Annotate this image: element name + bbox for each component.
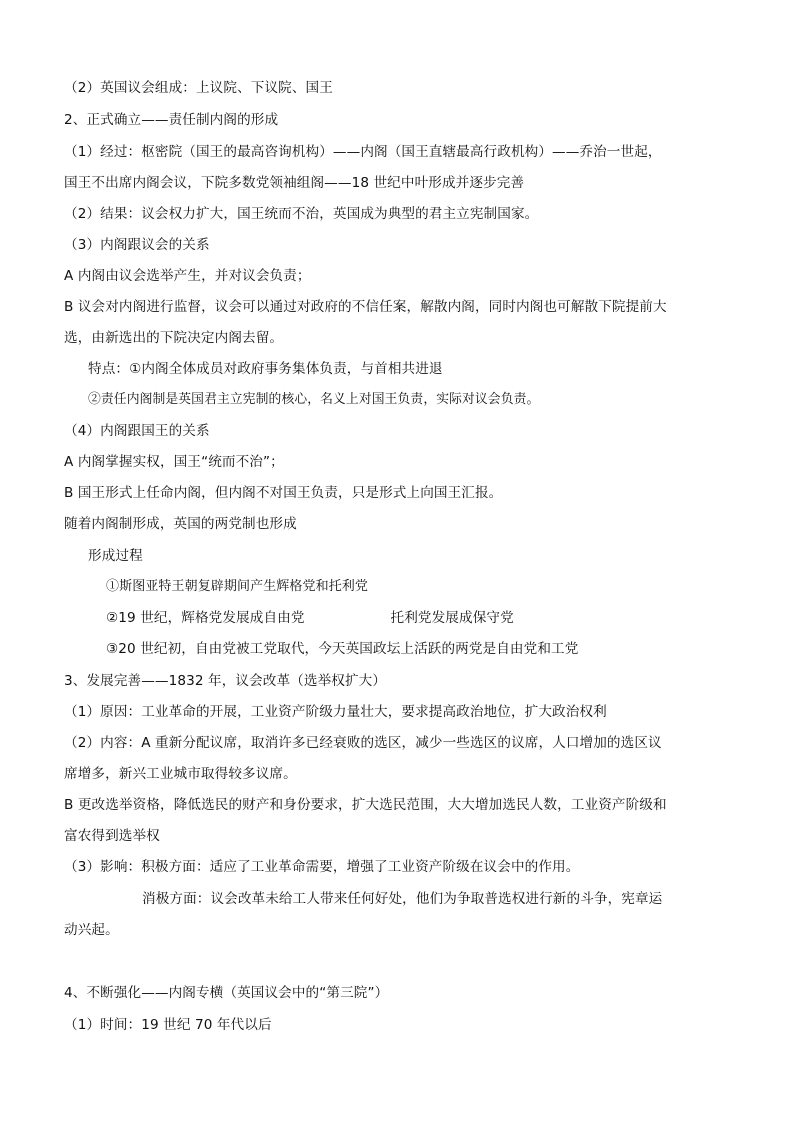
heading-cabinet-dominance: 4、不断强化——内阁专横（英国议会中的“第三院”） — [64, 985, 389, 1001]
line-reform-content-a: （2）内容：A 重新分配议席，取消许多已经衰败的选区，减少一些选区的议席，人口增加的选区议 — [64, 735, 662, 751]
whig-to-liberal: ②19 世纪，辉格党发展成自由党 — [106, 610, 305, 626]
line-two-party-intro: 随着内阁制形成，英国的两党制也形成 — [64, 516, 297, 532]
line-reform-impact-positive: （3）影响：积极方面：适应了工业革命需要，增强了工业资产阶级在议会中的作用。 — [64, 859, 580, 875]
line-result: （2）结果：议会权力扩大，国王统而不治，英国成为典型的君主立宪制国家。 — [64, 206, 539, 222]
line-a-cabinet-elected: A 内阁由议会选举产生，并对议会负责； — [64, 268, 311, 284]
line-feature-1: 特点：①内阁全体成员对政府事务集体负责，与首相共进退 — [88, 361, 443, 377]
line-b-supervision: B 议会对内阁进行监督，议会可以通过对政府的不信任案，解散内阁，同时内阁也可解散下院提前大 — [64, 299, 667, 315]
line-reform-impact-negative-cont: 动兴起。 — [64, 922, 119, 938]
line-formation-1: ①斯图亚特王朝复辟期间产生辉格党和托利党 — [106, 579, 369, 594]
line-reform-cause: （1）原因：工业革命的开展，工业资产阶级力量壮大，要求提高政治地位，扩大政治权利 — [64, 704, 607, 720]
line-b-supervision-cont: 选，由新选出的下院决定内阁去留。 — [64, 330, 284, 346]
line-formation-process: 形成过程 — [88, 548, 143, 564]
subheading-cabinet-parliament: （3）内阁跟议会的关系 — [64, 237, 210, 253]
heading-cabinet-establishment: 2、正式确立——责任制内阁的形成 — [64, 112, 279, 128]
line-reform-content-b: B 更改选举资格，降低选民的财产和身份要求，扩大选民范围，大大增加选民人数，工业资产阶级和 — [64, 797, 667, 813]
line-reform-content-b-cont: 富农得到选举权 — [64, 828, 160, 844]
heading-reform-1832: 3、发展完善——1832 年，议会改革（选举权扩大） — [64, 673, 387, 689]
line-reform-impact-negative: 消极方面：议会改革未给工人带来任何好处，他们为争取普选权进行新的斗争，宪章运 — [142, 891, 663, 907]
tory-to-conservative: 托利党发展成保守党 — [390, 610, 514, 626]
line-a-real-power: A 内阁掌握实权，国王“统而不治”； — [64, 454, 284, 470]
line-feature-2: ②责任内阁制是英国君主立宪制的核心，名义上对国王负责，实际对议会负责。 — [88, 392, 540, 407]
line-dominance-time: （1）时间：19 世纪 70 年代以后 — [64, 1017, 272, 1033]
line-process-cont: 国王不出席内阁会议，下院多数党领袖组阁——18 世纪中叶形成并逐步完善 — [64, 175, 525, 191]
line-formation-3: ③20 世纪初，自由党被工党取代，今天英国政坛上活跃的两党是自由党和工党 — [106, 641, 579, 657]
line-formation-2 — [106, 609, 514, 627]
line-reform-content-a-cont: 席增多，新兴工业城市取得较多议席。 — [64, 766, 297, 782]
line-parliament-composition: （2）英国议会组成：上议院、下议院、国王 — [64, 80, 333, 96]
line-process: （1）经过：枢密院（国王的最高咨询机构）——内阁（国王直辖最高行政机构）——乔治一世起， — [64, 144, 662, 160]
subheading-cabinet-king: （4）内阁跟国王的关系 — [64, 423, 210, 439]
line-b-formal-appointment: B 国王形式上任命内阁，但内阁不对国王负责，只是形式上向国王汇报。 — [64, 485, 503, 501]
